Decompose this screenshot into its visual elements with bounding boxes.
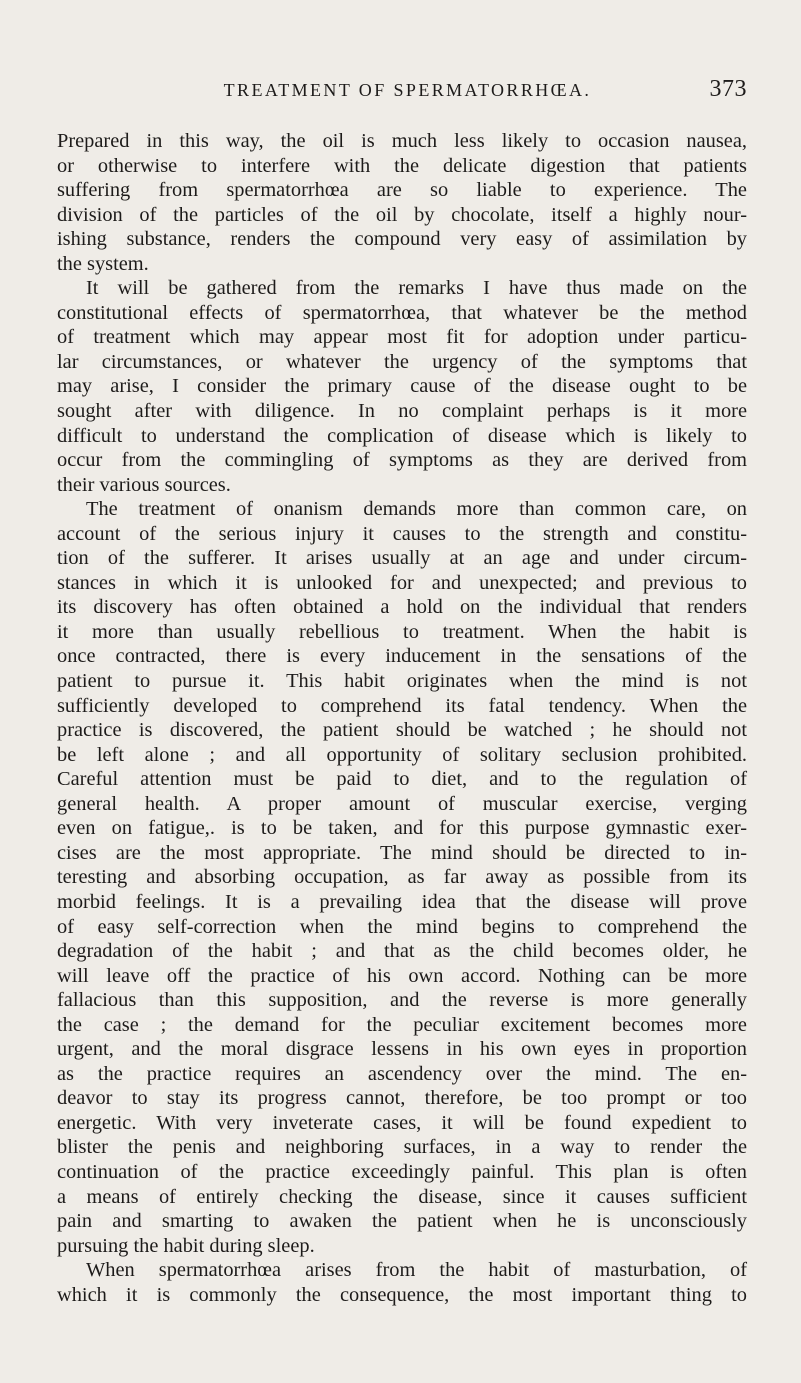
text-line: teresting and absorbing occupation, as far away as possible from its xyxy=(57,866,747,889)
text-line: stances in which it is unlooked for and unexpected; and previous to xyxy=(57,571,747,594)
text-line: patient to pursue it. This habit originates when the mind is not xyxy=(57,670,747,693)
text-line: once contracted, there is every inducement in the sensations of the xyxy=(57,645,747,668)
text-line: will leave off the practice of his own accord. Nothing can be more xyxy=(57,964,747,987)
body-text xyxy=(57,129,747,1307)
text-line: deavor to stay its progress cannot, therefore, be too prompt or too xyxy=(57,1087,747,1110)
text-line: The treatment of onanism demands more than common care, on xyxy=(86,498,747,521)
text-line: general health. A proper amount of muscular exercise, verging xyxy=(57,792,747,815)
text-line: or otherwise to interfere with the delicate digestion that patients xyxy=(57,154,747,177)
text-line: a means of entirely checking the disease, since it causes sufficient xyxy=(57,1185,747,1208)
text-line: fallacious than this supposition, and the reverse is more generally xyxy=(57,989,747,1012)
text-line: sought after with diligence. In no complaint perhaps is it more xyxy=(57,400,747,423)
text-line: their various sources. xyxy=(57,473,231,496)
text-line: continuation of the practice exceedingly painful. This plan is often xyxy=(57,1160,747,1183)
text-line: pain and smarting to awaken the patient when he is unconsciously xyxy=(57,1210,747,1233)
running-head: TREATMENT OF SPERMATORRHŒA. xyxy=(223,80,592,100)
text-line: which it is commonly the consequence, the most important thing to xyxy=(57,1283,747,1306)
text-line: When spermatorrhœa arises from the habit of masturbation, of xyxy=(86,1259,747,1282)
text-line: practice is discovered, the patient should be watched ; he should not xyxy=(57,719,747,742)
text-line: constitutional effects of spermatorrhœa, that whatever be the method xyxy=(57,301,747,324)
text-line: blister the penis and neighboring surfaces, in a way to render the xyxy=(57,1136,747,1159)
text-line: of easy self-correction when the mind begins to comprehend the xyxy=(57,915,747,938)
text-line: its discovery has often obtained a hold on the individual that renders xyxy=(57,596,747,619)
text-line: pursuing the habit during sleep. xyxy=(57,1234,315,1257)
text-line: ishing substance, renders the compound very easy of assimilation by xyxy=(57,228,747,251)
text-line: it more than usually rebellious to treatment. When the habit is xyxy=(57,620,747,643)
text-line: urgent, and the moral disgrace lessens in his own eyes in proportion xyxy=(57,1038,747,1061)
text-line: Prepared in this way, the oil is much less likely to occasion nausea, xyxy=(57,130,747,152)
text-line: the system. xyxy=(57,252,149,275)
text-line: energetic. With very inveterate cases, it will be found expedient to xyxy=(57,1111,747,1134)
text-line: of treatment which may appear most fit for adoption under particu- xyxy=(57,326,747,349)
text-line: account of the serious injury it causes to the strength and constitu- xyxy=(57,522,747,545)
text-line: division of the particles of the oil by chocolate, itself a highly nour- xyxy=(57,203,747,226)
text-line: tion of the sufferer. It arises usually at an age and under circum- xyxy=(57,547,747,570)
text-line: Careful attention must be paid to diet, and to the regulation of xyxy=(57,768,747,791)
text-line: It will be gathered from the remarks I have thus made on the xyxy=(86,277,747,300)
text-line: morbid feelings. It is a prevailing idea that the disease will prove xyxy=(57,890,747,913)
text-line: even on fatigue,. is to be taken, and for this purpose gymnastic exer- xyxy=(57,817,747,840)
text-line: the case ; the demand for the peculiar excitement becomes more xyxy=(57,1013,747,1036)
text-line: occur from the commingling of symptoms as they are derived from xyxy=(57,449,747,472)
text-line: as the practice requires an ascendency over the mind. The en- xyxy=(57,1062,747,1085)
text-line: be left alone ; and all opportunity of solitary seclusion prohibited. xyxy=(57,743,747,766)
text-line: difficult to understand the complication of disease which is likely to xyxy=(57,424,747,447)
page-number: 373 xyxy=(709,76,747,102)
text-line: sufficiently developed to comprehend its fatal tendency. When the xyxy=(57,694,747,717)
text-line: may arise, I consider the primary cause of the disease ought to be xyxy=(57,375,747,398)
text-line: suffering from spermatorrhœa are so liable to experience. The xyxy=(57,179,747,202)
text-line: degradation of the habit ; and that as the child becomes older, he xyxy=(57,940,747,963)
text-line: lar circumstances, or whatever the urgency of the symptoms that xyxy=(57,350,747,373)
text-line: cises are the most appropriate. The mind should be directed to in- xyxy=(57,841,747,864)
